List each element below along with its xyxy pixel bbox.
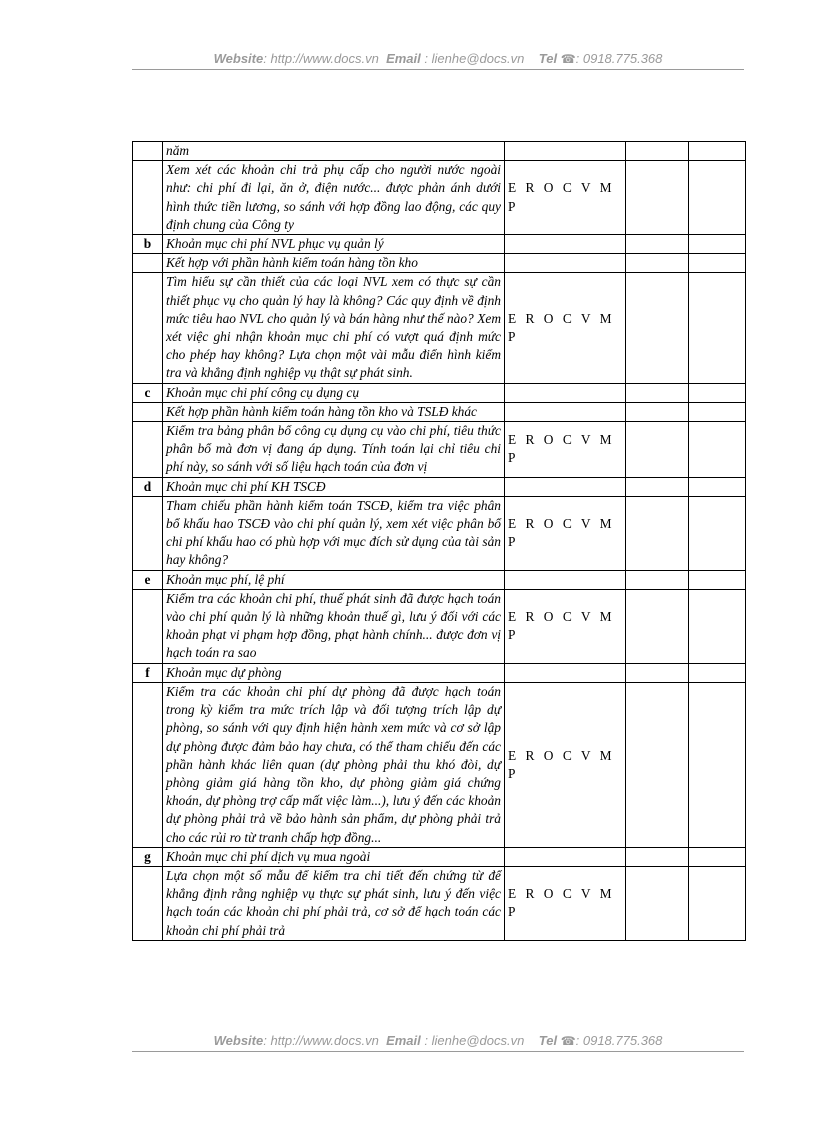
blank-cell (689, 254, 746, 273)
blank-cell (626, 254, 689, 273)
email-label: Email (386, 1033, 421, 1048)
page-footer (132, 1033, 744, 1052)
audit-objective-cell: E R O C V M P (505, 273, 626, 383)
blank-cell (689, 496, 746, 570)
blank-cell (626, 383, 689, 402)
website-label: Website (213, 1033, 264, 1048)
procedure-description-cell: năm (163, 142, 505, 161)
audit-objective-cell (505, 663, 626, 682)
table-row (133, 477, 746, 496)
procedure-description-cell: Lựa chọn một số mẫu để kiểm tra chi tiết đến chứng từ để khẳng định rằng nghiệp vụ thực sự phát sinh, lưu ý đến việc hạch toán các khoản chi phí phải trả, cơ sở để hạch toán các khoản chi phí phải trả (163, 866, 505, 940)
section-letter-cell (133, 273, 163, 383)
email-label: Email (386, 51, 421, 66)
procedure-description-cell: Tham chiếu phần hành kiểm toán TSCĐ, kiểm tra việc phân bổ khấu hao TSCĐ vào chi phí quản lý, xem xét việc phân bổ chi phí khấu hao có phù hợp với mục đích sử dụng của tài sản hay không? (163, 496, 505, 570)
blank-cell (626, 866, 689, 940)
blank-cell (626, 422, 689, 478)
blank-cell (626, 663, 689, 682)
blank-cell (626, 477, 689, 496)
blank-cell (689, 161, 746, 235)
audit-objective-cell: E R O C V M P (505, 161, 626, 235)
blank-cell (689, 402, 746, 421)
tel-value: : 0918.775.368 (575, 51, 663, 66)
table-row (133, 402, 746, 421)
audit-objective-cell (505, 402, 626, 421)
procedure-description-cell: Kết hợp với phần hành kiểm toán hàng tồn kho (163, 254, 505, 273)
table-row (133, 142, 746, 161)
section-letter-cell (133, 402, 163, 421)
table-row (133, 496, 746, 570)
section-letter-cell: d (133, 477, 163, 496)
table-row (133, 589, 746, 663)
procedure-description-cell: Khoản mục dự phòng (163, 663, 505, 682)
phone-icon: ☎ (560, 1034, 576, 1048)
website-value: : http://www.docs.vn (263, 1033, 379, 1048)
procedure-description-cell: Khoản mục chi phí công cụ dụng cụ (163, 383, 505, 402)
audit-table-body (133, 142, 746, 941)
audit-objective-cell (505, 847, 626, 866)
audit-program-table (132, 141, 746, 941)
blank-cell (626, 496, 689, 570)
table-row (133, 847, 746, 866)
blank-cell (626, 273, 689, 383)
section-letter-cell (133, 682, 163, 847)
blank-cell (689, 273, 746, 383)
procedure-description-cell: Khoản mục chi phí NVL phục vụ quản lý (163, 235, 505, 254)
audit-objective-cell: E R O C V M P (505, 866, 626, 940)
blank-cell (626, 682, 689, 847)
blank-cell (689, 589, 746, 663)
section-letter-cell: e (133, 570, 163, 589)
procedure-description-cell: Kiểm tra bảng phân bổ công cụ dụng cụ vào chi phí, tiêu thức phân bổ mà đơn vị đang áp dụng. Tính toán lại chỉ tiêu chi phí này, so sánh với số liệu hạch toán của đơn vị (163, 422, 505, 478)
audit-objective-cell: E R O C V M P (505, 496, 626, 570)
audit-objective-cell (505, 383, 626, 402)
table-row (133, 866, 746, 940)
blank-cell (689, 682, 746, 847)
blank-cell (689, 422, 746, 478)
section-letter-cell (133, 422, 163, 478)
table-row (133, 235, 746, 254)
blank-cell (626, 589, 689, 663)
procedure-description-cell: Tìm hiểu sự cần thiết của các loại NVL xem có thực sự cần thiết phục vụ cho quản lý hay là không? Các quy định về định mức tiêu hao NVL cho quản lý và bán hàng như thế nào? Xem xét việc ghi nhận khoản mục chi phí có vượt quá định mức cho phép hay không? Lựa chọn một vài mẫu điển hình kiểm tra và khẳng định nghiệp vụ thật sự phát sinh. (163, 273, 505, 383)
section-letter-cell: c (133, 383, 163, 402)
blank-cell (626, 402, 689, 421)
audit-objective-cell (505, 254, 626, 273)
blank-cell (689, 847, 746, 866)
audit-objective-cell: E R O C V M P (505, 422, 626, 478)
audit-objective-cell (505, 570, 626, 589)
blank-cell (689, 383, 746, 402)
table-row (133, 161, 746, 235)
page-header (132, 51, 744, 70)
audit-objective-cell: E R O C V M P (505, 589, 626, 663)
email-value: : lienhe@docs.vn (424, 1033, 525, 1048)
section-letter-cell (133, 589, 163, 663)
table-row (133, 383, 746, 402)
table-row (133, 663, 746, 682)
tel-label: Tel (538, 51, 558, 66)
section-letter-cell: g (133, 847, 163, 866)
blank-cell (626, 142, 689, 161)
blank-cell (626, 570, 689, 589)
section-letter-cell (133, 142, 163, 161)
phone-icon: ☎ (560, 52, 576, 66)
section-letter-cell: b (133, 235, 163, 254)
blank-cell (689, 663, 746, 682)
audit-objective-cell: E R O C V M P (505, 682, 626, 847)
procedure-description-cell: Khoản mục phí, lệ phí (163, 570, 505, 589)
audit-objective-cell (505, 477, 626, 496)
blank-cell (626, 161, 689, 235)
section-letter-cell (133, 866, 163, 940)
audit-objective-cell (505, 235, 626, 254)
table-row (133, 422, 746, 478)
tel-value: : 0918.775.368 (575, 1033, 663, 1048)
blank-cell (689, 866, 746, 940)
section-letter-cell: f (133, 663, 163, 682)
procedure-description-cell: Kiểm tra các khoản chi phí dự phòng đã được hạch toán trong kỳ kiểm tra mức trích lập và đối tượng trích lập dự phòng, so sánh với quy định hiện hành xem mức và cơ sở lập dự phòng được đảm bảo hay chưa, có thể tham chiếu đến các phần hành khác liên quan (dự phòng phải thu khó đòi, dự phòng giảm giá hàng tồn kho, dự phòng giảm giá chứng khoán, dự phòng trợ cấp mất việc làm...), lưu ý đến các khoản dự phòng phải trả về bảo hành sản phẩm, dự phòng phải trả cho các rủi ro từ tranh chấp hợp đồng... (163, 682, 505, 847)
blank-cell (689, 142, 746, 161)
email-value: : lienhe@docs.vn (424, 51, 525, 66)
procedure-description-cell: Khoản mục chi phí dịch vụ mua ngoài (163, 847, 505, 866)
section-letter-cell (133, 254, 163, 273)
section-letter-cell (133, 161, 163, 235)
blank-cell (689, 235, 746, 254)
table-row (133, 273, 746, 383)
table-row (133, 254, 746, 273)
procedure-description-cell: Xem xét các khoản chi trả phụ cấp cho người nước ngoài như: chi phí đi lại, ăn ở, điện nước... được phản ánh dưới hình thức tiền lương, so sánh với hợp đồng lao động, các quy định chung của Công ty (163, 161, 505, 235)
website-label: Website (213, 51, 264, 66)
table-row (133, 570, 746, 589)
table-row (133, 682, 746, 847)
procedure-description-cell: Kết hợp phần hành kiểm toán hàng tồn kho và TSLĐ khác (163, 402, 505, 421)
section-letter-cell (133, 496, 163, 570)
audit-objective-cell (505, 142, 626, 161)
blank-cell (689, 570, 746, 589)
blank-cell (626, 847, 689, 866)
website-value: : http://www.docs.vn (263, 51, 379, 66)
procedure-description-cell: Kiểm tra các khoản chi phí, thuế phát sinh đã được hạch toán vào chi phí quản lý là những khoản thuế gì, lưu ý đối với các khoản phạt vi phạm hợp đồng, phạt hành chính... được đơn vị hạch toán ra sao (163, 589, 505, 663)
tel-label: Tel (538, 1033, 558, 1048)
procedure-description-cell: Khoản mục chi phí KH TSCĐ (163, 477, 505, 496)
blank-cell (626, 235, 689, 254)
blank-cell (689, 477, 746, 496)
